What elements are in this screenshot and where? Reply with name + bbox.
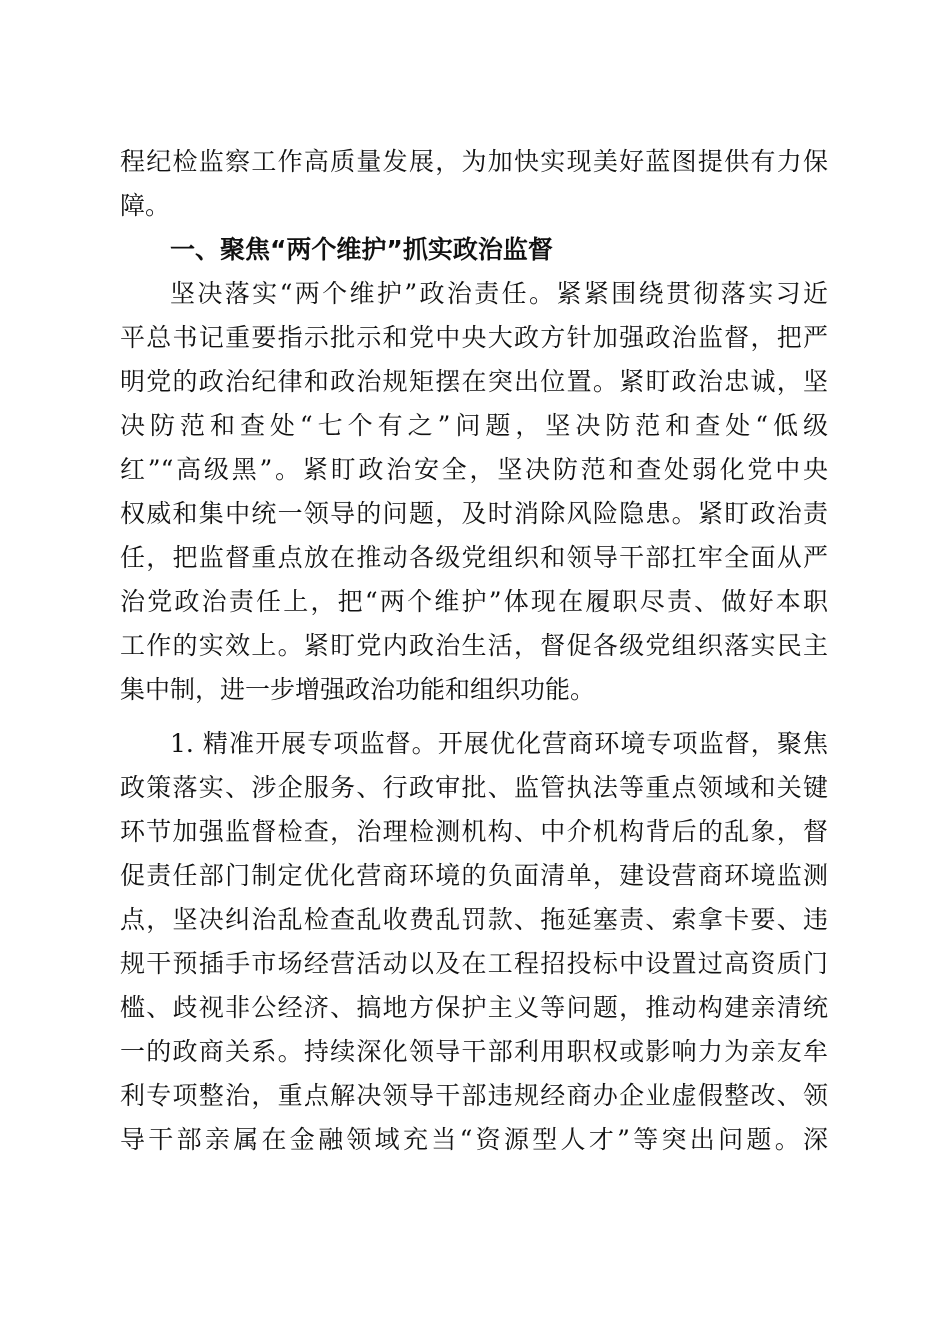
text-line: 障。 bbox=[120, 191, 171, 220]
text-line: 决防范和查处“七个有之”问题，坚决防范和查处“低级 bbox=[120, 411, 828, 440]
text-line: 利专项整治，重点解决领导干部违规经商办企业虚假整改、领 bbox=[120, 1081, 828, 1110]
text-line: 红”“高级黑”。紧盯政治安全，坚决防范和查处弱化党中央 bbox=[120, 455, 828, 484]
text-line: 明党的政治纪律和政治规矩摆在突出位置。紧盯政治忠诚，坚 bbox=[120, 367, 828, 396]
text-line: 任，把监督重点放在推动各级党组织和领导干部扛牢全面从严 bbox=[120, 543, 828, 572]
text-line: 坚决落实“两个维护”政治责任。紧紧围绕贯彻落实习近 bbox=[170, 279, 828, 308]
text-line: 工作的实效上。紧盯党内政治生活，督促各级党组织落实民主 bbox=[120, 631, 828, 660]
text-line: 集中制，进一步增强政治功能和组织功能。 bbox=[120, 675, 596, 704]
text-line: 政策落实、涉企服务、行政审批、监管执法等重点领域和关键 bbox=[120, 773, 828, 802]
text-line: 1. 精准开展专项监督。开展优化营商环境专项监督，聚焦 bbox=[170, 729, 828, 758]
text-line: 一的政商关系。持续深化领导干部利用职权或影响力为亲友牟 bbox=[120, 1037, 828, 1066]
text-line: 程纪检监察工作高质量发展，为加快实现美好蓝图提供有力保 bbox=[120, 147, 828, 176]
text-line: 槛、歧视非公经济、搞地方保护主义等问题，推动构建亲清统 bbox=[120, 993, 828, 1022]
text-line: 促责任部门制定优化营商环境的负面清单，建设营商环境监测 bbox=[120, 861, 828, 890]
text-line: 环节加强监督检查，治理检测机构、中介机构背后的乱象，督 bbox=[120, 817, 828, 846]
text-line: 平总书记重要指示批示和党中央大政方针加强政治监督，把严 bbox=[120, 323, 828, 352]
text-line: 规干预插手市场经营活动以及在工程招投标中设置过高资质门 bbox=[120, 949, 828, 978]
text-line: 点，坚决纠治乱检查乱收费乱罚款、拖延塞责、索拿卡要、违 bbox=[120, 905, 828, 934]
text-line: 治党政治责任上，把“两个维护”体现在履职尽责、做好本职 bbox=[120, 587, 828, 616]
text-line: 导干部亲属在金融领域充当“资源型人才”等突出问题。深 bbox=[120, 1125, 828, 1154]
section-heading: 一、聚焦“两个维护”抓实政治监督 bbox=[170, 235, 553, 264]
text-line: 权威和集中统一领导的问题，及时消除风险隐患。紧盯政治责 bbox=[120, 499, 828, 528]
